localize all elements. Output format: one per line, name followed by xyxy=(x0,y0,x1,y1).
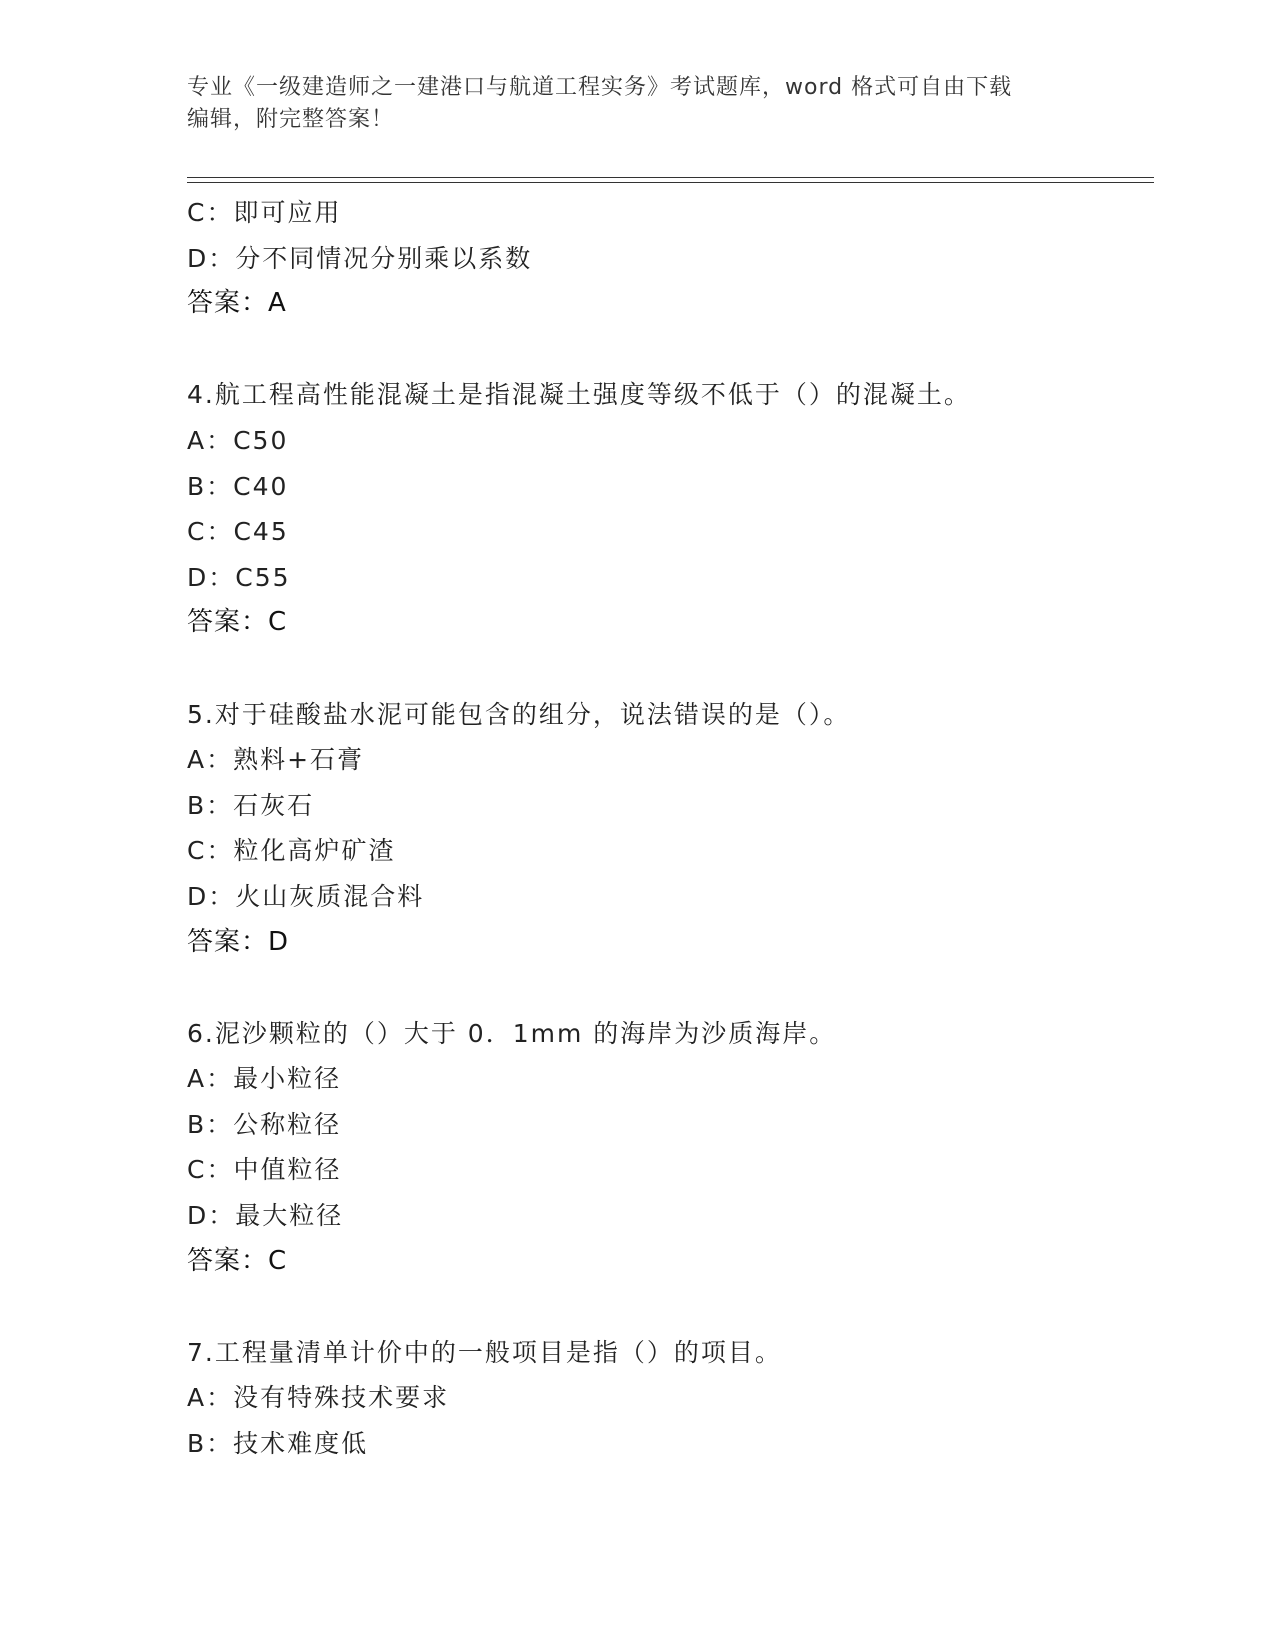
spacer xyxy=(187,1284,1154,1330)
option-a: A：C50 xyxy=(187,425,289,455)
answer: 答案：D xyxy=(187,926,290,957)
header-line-1: 专业《一级建造师之一建港口与航道工程实务》考试题库，word 格式可自由下载 xyxy=(187,75,1013,100)
question-7 xyxy=(187,1330,1154,1467)
header-rule-top xyxy=(187,177,1154,178)
option-a: A：没有特殊技术要求 xyxy=(187,1383,450,1413)
question-stem: 4.航工程高性能混凝土是指混凝土强度等级不低于（）的混凝土。 xyxy=(187,380,971,410)
option-d: D：最大粒径 xyxy=(187,1201,344,1231)
answer: 答案：C xyxy=(187,1245,288,1276)
option-d: D：C55 xyxy=(187,562,291,592)
spacer xyxy=(187,646,1154,692)
header-line-2: 编辑，附完整答案！ xyxy=(187,107,395,132)
question-list xyxy=(187,190,1154,1467)
option-a: A：熟料+石膏 xyxy=(187,745,365,775)
question-4 xyxy=(187,372,1154,646)
option-c: C：即可应用 xyxy=(187,198,342,227)
option-c: C：C45 xyxy=(187,517,289,547)
option-b: B：C40 xyxy=(187,471,289,501)
spacer xyxy=(187,965,1154,1011)
option-d: D：分不同情况分别乘以系数 xyxy=(187,243,533,273)
spacer xyxy=(187,327,1154,373)
question-stem: 7.工程量清单计价中的一般项目是指（）的项目。 xyxy=(187,1337,782,1367)
option-c: C：粒化高炉矿渣 xyxy=(187,836,396,866)
option-b: B：石灰石 xyxy=(187,790,315,820)
question-stem: 5.对于硅酸盐水泥可能包含的组分，说法错误的是（）。 xyxy=(187,699,851,729)
option-a: A：最小粒径 xyxy=(187,1064,342,1094)
answer: 答案：C xyxy=(187,607,288,638)
header-rule-bottom xyxy=(187,182,1154,183)
option-b: B：公称粒径 xyxy=(187,1109,342,1139)
question-6 xyxy=(187,1011,1154,1285)
document-header xyxy=(187,72,1087,136)
option-c: C：中值粒径 xyxy=(187,1155,342,1185)
question-3-continued xyxy=(187,190,1154,327)
answer: 答案：A xyxy=(187,288,287,319)
option-b: B：技术难度低 xyxy=(187,1429,369,1459)
question-stem: 6.泥沙颗粒的（）大于 0．1mm 的海岸为沙质海岸。 xyxy=(187,1018,837,1048)
option-d: D：火山灰质混合料 xyxy=(187,881,425,911)
question-5 xyxy=(187,692,1154,966)
